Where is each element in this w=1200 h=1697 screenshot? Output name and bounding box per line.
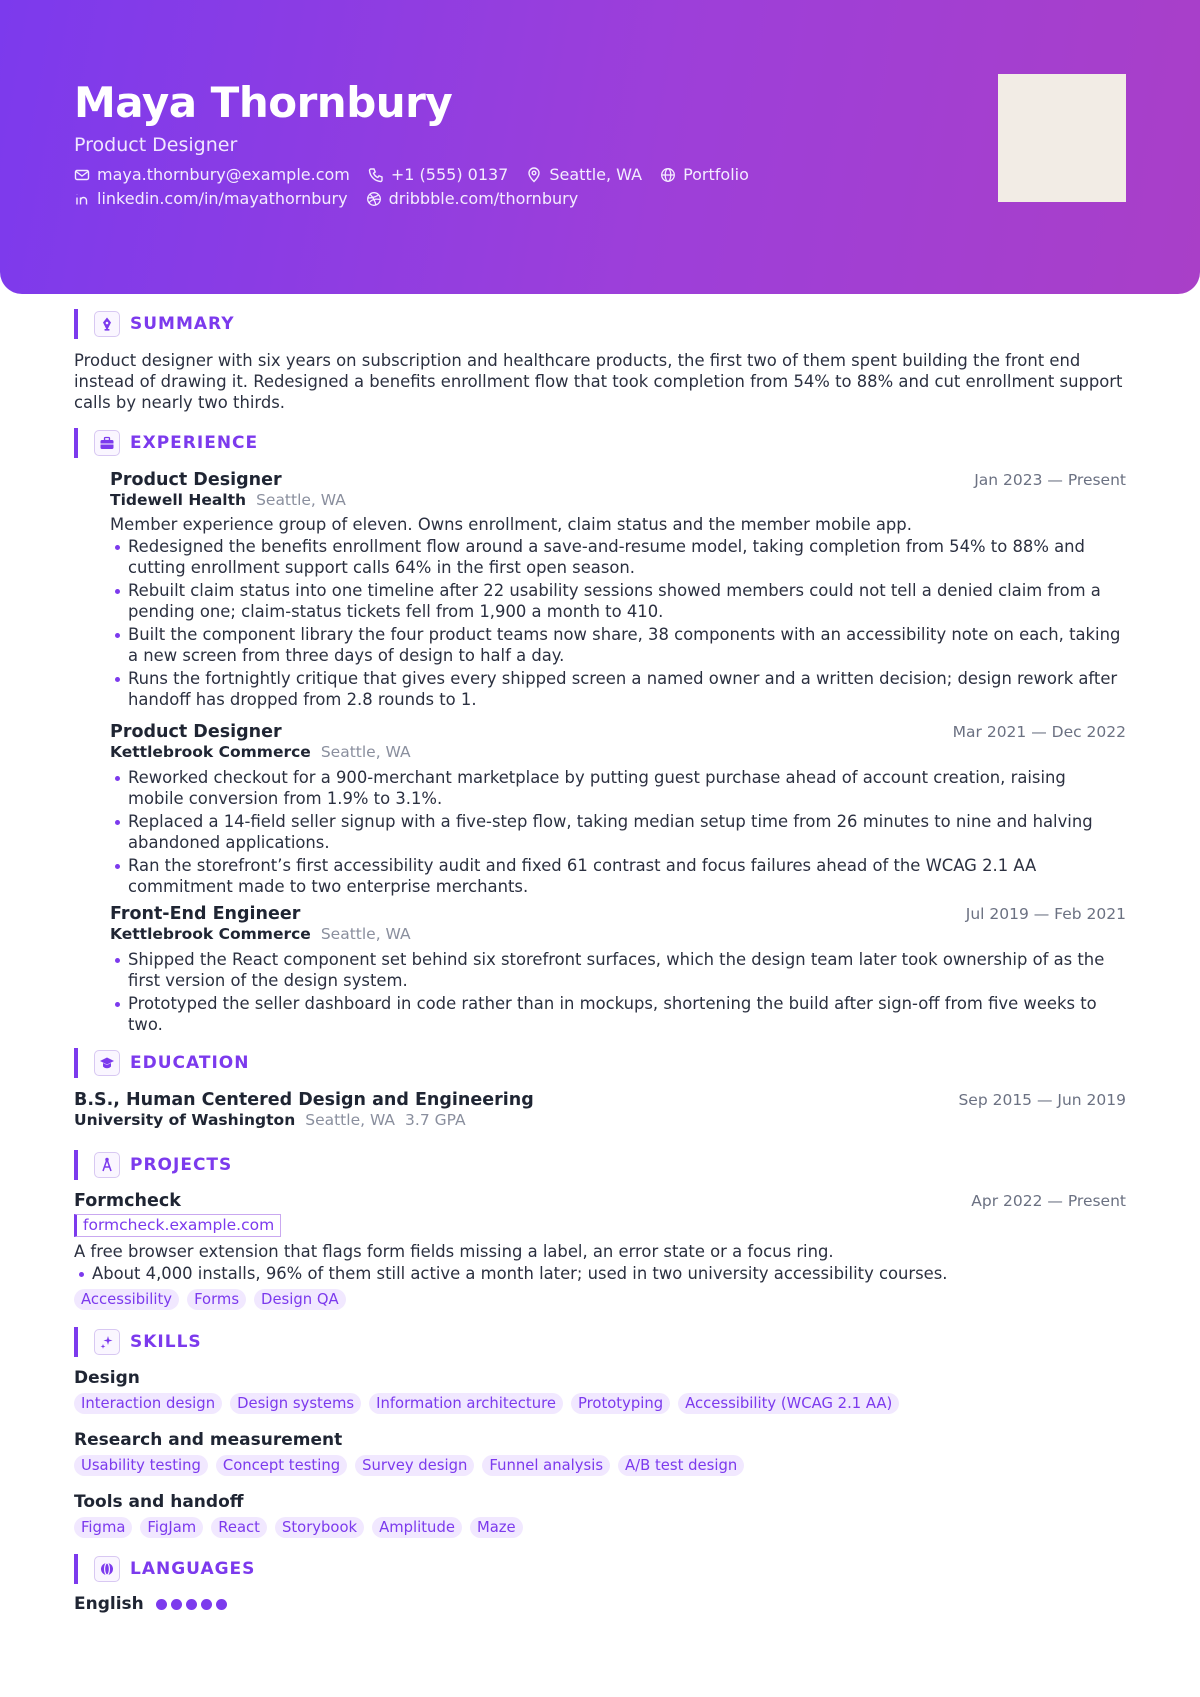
skill-tag: Interaction design [74, 1393, 222, 1414]
experience-entry [110, 903, 1126, 1038]
gpa: 3.7 GPA [405, 1111, 466, 1129]
job-dates: Jul 2019 — Feb 2021 [965, 905, 1126, 923]
job-bullets [110, 537, 1126, 710]
bullet-item: Shipped the React component set behind six storefront surfaces, which the design team later took ownership of as the first version of the design system. [110, 950, 1126, 991]
bullet-item: About 4,000 installs, 96% of them still active a month later; used in two university accessibility courses. [74, 1264, 1126, 1285]
job-company [110, 743, 1126, 762]
project-description: A free browser extension that flags form fields missing a label, an error state or a focus ring. [74, 1242, 834, 1261]
section-title: EDUCATION [130, 1053, 250, 1073]
proficiency-dot [171, 1599, 182, 1610]
dribbble-icon [366, 191, 382, 207]
skill-group-title: Design [74, 1368, 140, 1388]
bullet-item: Redesigned the benefits enrollment flow around a save-and-resume model, taking completion from 54% to 88% and cutting enrollment support calls 64% in the first open season. [110, 537, 1126, 578]
skill-tag: Maze [470, 1517, 523, 1538]
project-bullets [74, 1264, 1126, 1285]
skill-tag: A/B test design [618, 1455, 744, 1476]
experience-entry [110, 469, 1126, 713]
section-accent-bar [74, 1554, 78, 1584]
section-languages-heading [74, 1554, 255, 1584]
bullet-item: Built the component library the four product teams now share, 38 components with an accessibility note on each, taking a new screen from three days of design to half a day. [110, 625, 1126, 666]
tag: Accessibility [74, 1289, 179, 1310]
portfolio-link[interactable] [660, 164, 749, 186]
job-location: Seattle, WA [320, 743, 411, 761]
skill-tags [74, 1455, 1126, 1476]
education-entry [74, 1089, 1126, 1130]
section-accent-bar [74, 309, 78, 339]
phone-text: +1 (555) 0137 [390, 165, 509, 184]
portfolio-text: Portfolio [683, 165, 749, 184]
skill-tag: Information architecture [369, 1393, 563, 1414]
map-pin-icon [526, 167, 542, 183]
degree: B.S., Human Centered Design and Engineering [74, 1090, 534, 1110]
location-contact [526, 164, 642, 186]
section-title: PROJECTS [130, 1155, 233, 1175]
language-entry [74, 1594, 231, 1614]
job-dates: Mar 2021 — Dec 2022 [952, 723, 1126, 741]
candidate-role: Product Designer [74, 134, 238, 156]
skill-group-title: Tools and handoff [74, 1492, 244, 1512]
linkedin-text: linkedin.com/in/mayathornbury [97, 189, 348, 208]
skill-group-title: Research and measurement [74, 1430, 343, 1450]
proficiency-dot [156, 1599, 167, 1610]
school-name: University of Washington [74, 1111, 296, 1129]
pen-nib-icon [94, 311, 120, 337]
bullet-item: Reworked checkout for a 900-merchant marketplace by putting guest purchase ahead of account creation, raising mobile conversion from 1.9% to 3.1%. [110, 768, 1126, 809]
skill-tag: Storybook [275, 1517, 364, 1538]
bullet-item: Rebuilt claim status into one timeline after 22 usability sessions showed members could not tell a denied claim from a pending one; claim-status tickets fell from 1,900 a month to 410. [110, 581, 1126, 622]
company-name: Tidewell Health [110, 491, 247, 509]
skill-tag: Figma [74, 1517, 132, 1538]
mail-icon [74, 167, 90, 183]
profile-photo-placeholder [998, 74, 1126, 202]
skill-tags [74, 1393, 1126, 1414]
proficiency-dot [186, 1599, 197, 1610]
section-accent-bar [74, 1150, 78, 1180]
phone-contact[interactable] [368, 164, 509, 186]
skill-tag: React [211, 1517, 267, 1538]
experience-entry [110, 721, 1126, 900]
company-name: Kettlebrook Commerce [110, 925, 311, 943]
section-education-heading [74, 1048, 249, 1078]
proficiency-dot [201, 1599, 212, 1610]
school-location: Seattle, WA [305, 1111, 396, 1129]
phone-icon [368, 167, 384, 183]
project-entry [74, 1190, 1126, 1310]
section-accent-bar [74, 428, 78, 458]
section-skills-heading [74, 1327, 202, 1357]
skill-group [74, 1367, 1126, 1414]
skill-tag: Prototyping [571, 1393, 670, 1414]
skill-tag: FigJam [140, 1517, 203, 1538]
job-dates: Jan 2023 — Present [974, 471, 1126, 489]
section-title: EXPERIENCE [130, 433, 259, 453]
skill-group [74, 1429, 1126, 1476]
skill-tags [74, 1517, 1126, 1538]
email-text: maya.thornbury@example.com [97, 165, 350, 184]
job-company [110, 925, 1126, 944]
section-title: SKILLS [130, 1332, 202, 1352]
language-name: English [74, 1594, 144, 1614]
contact-row-primary [74, 164, 767, 186]
job-bullets [110, 950, 1126, 1035]
skill-tag: Concept testing [216, 1455, 347, 1476]
resume-header [0, 0, 1200, 294]
skill-tag: Funnel analysis [482, 1455, 610, 1476]
contact-row-secondary [74, 188, 596, 210]
globe-icon [660, 167, 676, 183]
bullet-item: Ran the storefront’s first accessibility audit and fixed 61 contrast and focus failures ahead of the WCAG 2.1 AA commitment made to two enterprise merchants. [110, 856, 1126, 897]
summary-text: Product designer with six years on subscription and healthcare products, the first two of them spent building the front end instead of drawing it. Redesigned a benefits enrollment flow that took completion from 54% to 88% and cut enrollment support calls by nearly two thirds. [74, 351, 1123, 412]
job-title: Front-End Engineer [110, 904, 301, 924]
school [74, 1111, 1126, 1130]
globe-languages-icon [94, 1556, 120, 1582]
candidate-name: Maya Thornbury [74, 78, 453, 127]
project-name: Formcheck [74, 1191, 181, 1211]
dribbble-text: dribbble.com/thornbury [388, 189, 579, 208]
bullet-item: Prototyped the seller dashboard in code rather than in mockups, shortening the build after sign-off from five weeks to two. [110, 994, 1126, 1035]
job-title: Product Designer [110, 722, 282, 742]
section-summary-heading [74, 309, 235, 339]
project-dates: Apr 2022 — Present [971, 1192, 1126, 1210]
section-accent-bar [74, 1048, 78, 1078]
tag: Design QA [254, 1289, 346, 1310]
bullet-item: Runs the fortnightly critique that gives every shipped screen a named owner and a written decision; design rework after handoff has dropped from 2.8 rounds to 1. [110, 669, 1126, 710]
proficiency-dot [216, 1599, 227, 1610]
graduation-cap-icon [94, 1050, 120, 1076]
skill-tag: Survey design [355, 1455, 474, 1476]
compass-icon [94, 1152, 120, 1178]
job-location: Seattle, WA [320, 925, 411, 943]
skill-tag: Accessibility (WCAG 2.1 AA) [678, 1393, 899, 1414]
skill-tag: Amplitude [372, 1517, 462, 1538]
company-name: Kettlebrook Commerce [110, 743, 311, 761]
project-tags [74, 1289, 1126, 1310]
dribbble-link[interactable] [366, 188, 579, 210]
section-projects-heading [74, 1150, 232, 1180]
skill-group [74, 1491, 1126, 1538]
job-title: Product Designer [110, 470, 282, 490]
linkedin-link[interactable] [74, 188, 348, 210]
education-dates: Sep 2015 — Jun 2019 [958, 1091, 1126, 1109]
job-company [110, 491, 1126, 510]
language-proficiency-dots [156, 1599, 231, 1610]
tag: Forms [187, 1289, 246, 1310]
skill-tag: Usability testing [74, 1455, 208, 1476]
sparkle-icon [94, 1329, 120, 1355]
location-text: Seattle, WA [549, 165, 643, 184]
job-bullets [110, 768, 1126, 897]
section-accent-bar [74, 1327, 78, 1357]
job-description: Member experience group of eleven. Owns enrollment, claim status and the member mobile app. [110, 515, 912, 534]
briefcase-icon [94, 430, 120, 456]
job-location: Seattle, WA [256, 491, 346, 509]
skill-tag: Design systems [230, 1393, 361, 1414]
email-contact[interactable] [74, 164, 350, 186]
linkedin-icon [74, 191, 90, 207]
section-title: LANGUAGES [130, 1559, 256, 1579]
section-experience-heading [74, 428, 258, 458]
section-title: SUMMARY [130, 314, 235, 334]
project-link[interactable]: formcheck.example.com [74, 1214, 281, 1237]
bullet-item: Replaced a 14-field seller signup with a five-step flow, taking median setup time from 26 minutes to nine and halving abandoned applications. [110, 812, 1126, 853]
